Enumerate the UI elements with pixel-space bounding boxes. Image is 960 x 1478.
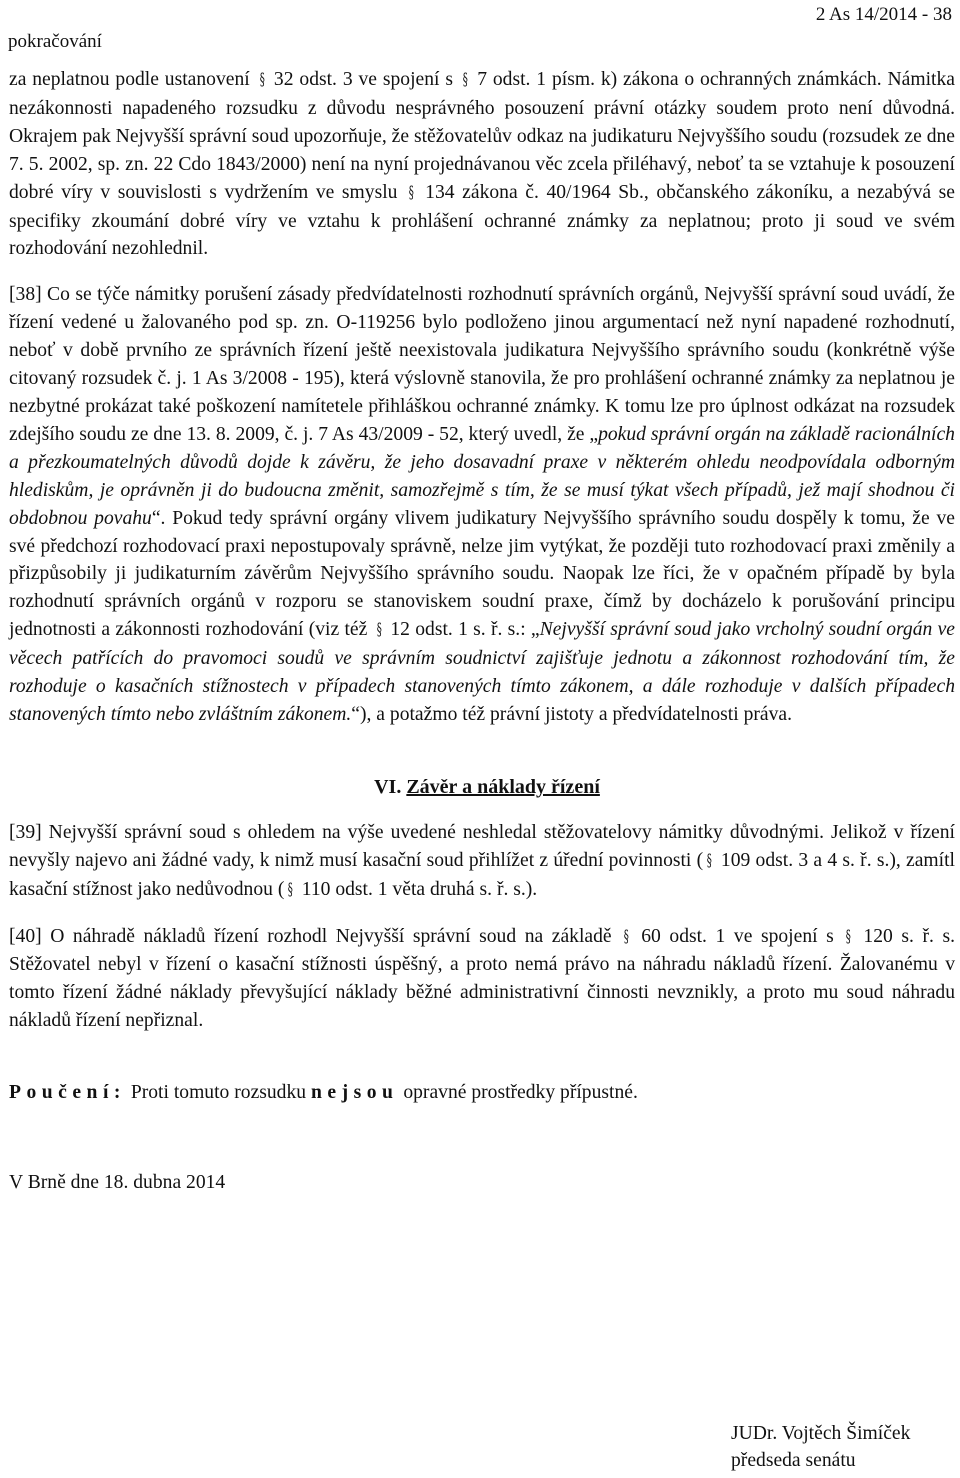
section-sign-icon: § [376,620,382,641]
quote-italic: Nejvyšší správní soud jako vrcholný soudní orgán ve věcech patřících do pravomoci soudů ve správním soudnictví zajišťuje jednotu a zákonnost rozhodování tím, že rozhoduje o kasačních stížnostech v případech stanovených tímto zákonem, a dále rozhoduje v dalších případech stanovených tímto nebo zvláštním zákonem. [9,619,955,725]
paragraph-40: [40] O náhradě nákladů řízení rozhodl Nejvyšší správní soud na základě § 60 odst. 1 ve spojení s § 120 s. ř. s. Stěžovatel nebyl v řízení o kasační stížnosti úspěšný, a proto nemá právo na náhradu nákladů řízení. Žalovanému v tomto řízení žádné náklady převyšující náklady běžné administrativní činnosti nevznikly, a proto mu soud náhradu nákladů řízení nepřiznal. [9,925,955,1032]
document-body [9,66,955,1197]
section-sign-icon: § [288,879,294,900]
section-sign-icon: § [408,182,414,203]
instruction-emphasis: nejsou [310,1082,399,1104]
case-number: 2 As 14/2014 - 38 [815,4,952,25]
section-sign-icon: § [706,850,712,871]
section-sign-icon: § [846,926,852,947]
continuation-label: pokračování [8,31,102,52]
place-and-date: V Brně dne 18. dubna 2014 [9,1172,226,1194]
quote-italic: pokud správní orgán na základě racionálních a přezkoumatelných důvodů dojde k závěru, že jeho dosavadní praxe v některém ohledu neodpovídala odborným hlediskům, je oprávněn ji do budoucna změnit, samozřejmě s tím, že se musí týkat všech případů, jež mají shodnou či obdobnou povahu [9,423,955,529]
instruction-label: Poučení: [9,1082,126,1104]
page-header [0,0,960,60]
section-sign-icon: § [259,70,265,90]
legal-instruction: Poučení: Proti tomuto rozsudku nejsou opravné prostředky přípustné. [9,1082,638,1104]
judge-name: JUDr. Vojtěch Šimíček [731,1423,911,1444]
section-heading: VI. Závěr a náklady řízení [374,775,600,798]
paragraph-continued: za neplatnou podle ustanovení § 32 odst. 3 ve spojení s § 7 odst. 1 písm. k) zákona o ochranných známkách. Námitka nezákonnosti napadeného rozsudku z důvodu nesprávného posouzení právní otázky soudem proto není důvodná. Okrajem pak Nejvyšší správní soud upozorňuje, že stěžovatelův odkaz na judikaturu Nejvyššího soudu (rozsudek ze dne 7. 5. 2002, sp. zn. 22 Cdo 1843/2000) není na nyní projednávanou věc zcela přiléhavý, neboť ta se vztahuje k posouzení dobré víry v souvislosti s vydržením ve smyslu § 134 zákona č. 40/1964 Sb., občanského zákoníku, a nezabývá se specifiky zkoumání dobré víry ve vztahu k prohlášení ochranné známky za neplatnou; proto ji soud ve svém rozhodování nezohlednil. [9,69,955,260]
paragraph-39: [39] Nejvyšší správní soud s ohledem na výše uvedené neshledal stěžovatelovy námitky důvodnými. Jelikož v řízení nevyšly najevo ani žádné vady, k nimž musí kasační soud přihlížet z úřední povinnosti ( § 109 odst. 3 a 4 s. ř. s.), zamítl kasační stížnost jako nedůvodnou ( § 110 odst. 1 věta druhá s. ř. s.). [9,819,955,905]
judge-role: předseda senátu [731,1450,856,1471]
signature-block [731,1420,910,1474]
section-sign-icon: § [623,926,629,947]
section-sign-icon: § [462,70,468,90]
paragraph-38: [38] Co se týče námitky porušení zásady předvídatelnosti rozhodnutí správních orgánů, Nejvyšší správní soud uvádí, že řízení vedené u žalovaného pod sp. zn. O-119256 bylo podloženo jinou argumentací než nyní napadené rozhodnutí, neboť v době prvního ze správních řízení ještě neexistovala judikatura Nejvyššího správního soudu (konkrétně výše citovaný rozsudek č. j. 1 As 3/2008 - 195), která výslovně stanovila, že pro prohlášení ochranné známky za neplatnou je nezbytné prokázat také poškození namítetele přihláškou ochranné známky. K tomu lze pro úplnost odkázat na rozsudek zdejšího soudu ze dne 13. 8. 2009, č. j. 7 As 43/2009 - 52, který uvedl, že „pokud správní orgán na základě racionálních a přezkoumatelných důvodů dojde k závěru, že jeho dosavadní praxe v některém ohledu neodpovídala odborným hlediskům, je oprávněn ji do budoucna změnit, samozřejmě s tím, že se musí týkat všech případů, jež mají shodnou či obdobnou povahu“. Pokud tedy správní orgány vlivem judikatury Nejvyššího správního soudu dospěly k tomu, že ve své předchozí rozhodovací praxi nepostupovaly správně, nelze jim vytýkat, že později tuto rozhodovací praxi změnily a přizpůsobily ji judikaturním závěrům Nejvyššího správního soudu. Naopak lze říci, že v opačném případě by byla rozhodnutí správních orgánů v rozporu se stanoviskem soudní praxe, čímž by docházelo k porušování principu jednotnosti a zákonnosti rozhodování (viz též § 12 odst. 1 s. ř. s.: „Nejvyšší správní soud jako vrcholný soudní orgán ve věcech patřících do pravomoci soudů ve správním soudnictví zajišťuje jednotu a zákonnost rozhodování tím, že rozhoduje o kasačních stížnostech v případech stanovených tímto zákonem, a dále rozhoduje v dalších případech stanovených tímto nebo zvláštním zákonem.“), a potažmo též právní jistoty a předvídatelnosti práva. [9,284,955,725]
